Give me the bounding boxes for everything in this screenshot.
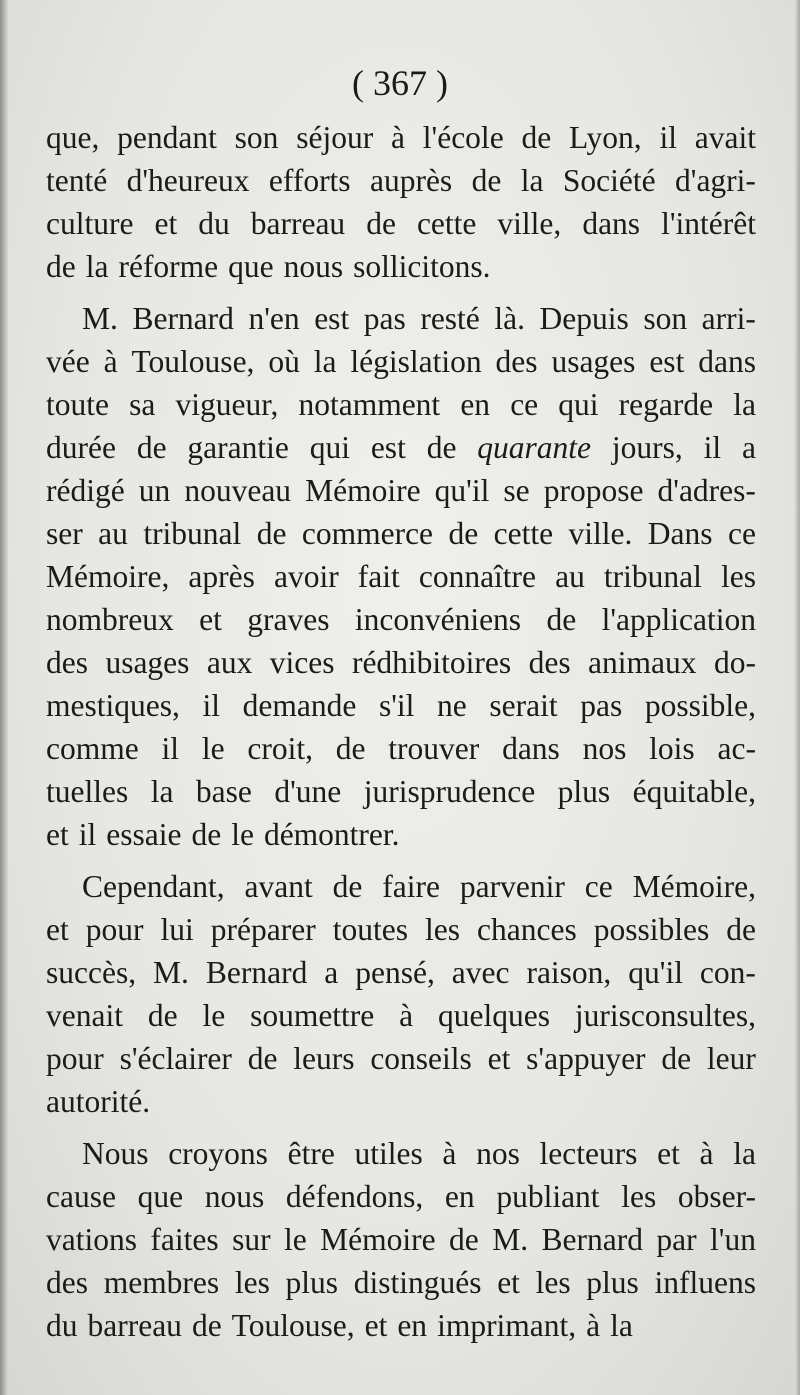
text-line: toute sa vigueur, notamment en ce qui regarde la	[46, 387, 756, 422]
text-line: autorité.	[46, 1084, 151, 1119]
text-line: nombreux et graves inconvéniens de l'application	[46, 602, 756, 637]
text-line: des usages aux vices rédhibitoires des animaux do-	[46, 645, 756, 680]
text-line: culture et du barreau de cette ville, dans l'intérêt	[46, 206, 756, 241]
text-line: Cependant, avant de faire parvenir ce Mémoire,	[82, 869, 756, 904]
paragraph-gap	[46, 288, 756, 297]
text-line: comme il le croit, de trouver dans nos lois ac-	[46, 731, 756, 766]
text-line: durée de garantie qui est de quarante jours, il a	[46, 430, 756, 465]
text-line: vations faites sur le Mémoire de M. Bernard par l'un	[46, 1222, 756, 1257]
text-line: Nous croyons être utiles à nos lecteurs et à la	[82, 1136, 756, 1171]
text-line: des membres les plus distingués et les plus influens	[46, 1265, 756, 1300]
body-text	[46, 116, 756, 1347]
text-line: succès, M. Bernard a pensé, avec raison, qu'il con-	[46, 955, 756, 990]
text-line: venait de le soumettre à quelques jurisconsultes,	[46, 998, 756, 1033]
text-line: M. Bernard n'en est pas resté là. Depuis son arri-	[82, 301, 756, 336]
text-line: tenté d'heureux efforts auprès de la Société d'agri-	[46, 163, 756, 198]
text-line: ser au tribunal de commerce de cette ville. Dans ce	[46, 516, 756, 551]
text-line: et pour lui préparer toutes les chances possibles de	[46, 912, 756, 947]
text-line: tuelles la base d'une jurisprudence plus équitable,	[46, 774, 756, 809]
text-line: de la réforme que nous sollicitons.	[46, 249, 491, 284]
text-line: mestiques, il demande s'il ne serait pas possible,	[46, 688, 756, 723]
text-line: que, pendant son séjour à l'école de Lyon, il avait	[46, 120, 756, 155]
paragraph	[46, 1132, 756, 1347]
page-number: ( 367 )	[352, 63, 448, 103]
text-line: pour s'éclairer de leurs conseils et s'appuyer de leur	[46, 1041, 756, 1076]
text-line: du barreau de Toulouse, et en imprimant, à la	[46, 1308, 633, 1343]
page-edge-right	[794, 0, 800, 1395]
text-line: Mémoire, après avoir fait connaître au tribunal les	[46, 559, 756, 594]
paragraph	[46, 297, 756, 856]
page-edge-left	[0, 0, 8, 1395]
text-line: vée à Toulouse, où la législation des usages est dans	[46, 344, 756, 379]
text-line: et il essaie de le démontrer.	[46, 817, 400, 852]
paragraph	[46, 865, 756, 1123]
text-line: cause que nous défendons, en publiant les obser-	[46, 1179, 756, 1214]
paragraph-gap	[46, 856, 756, 865]
paragraph	[46, 116, 756, 288]
text-line: rédigé un nouveau Mémoire qu'il se propose d'adres-	[46, 473, 756, 508]
paragraph-gap	[46, 1123, 756, 1132]
